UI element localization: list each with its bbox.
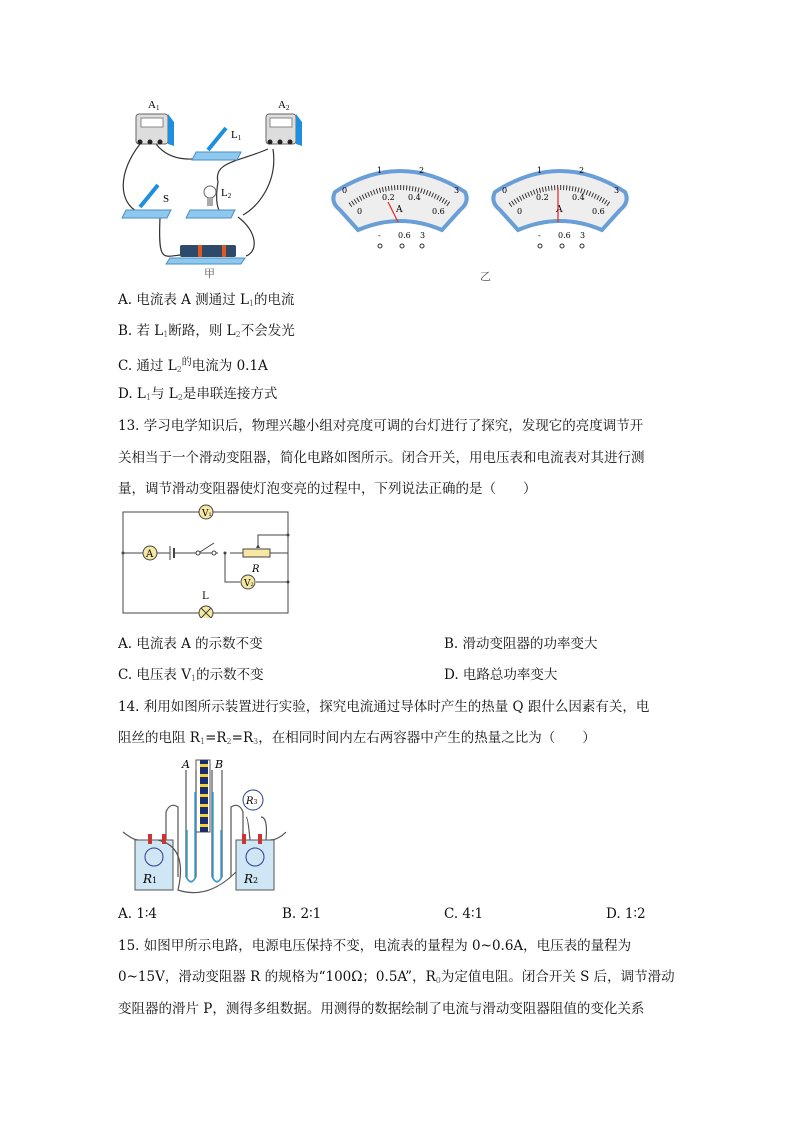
q12-option-b: B. 若 $L_1$断路，则 $L_2$不会发光 (118, 323, 295, 339)
svg-text:R1: R1 (143, 872, 158, 886)
meter-figure-yi (330, 150, 640, 285)
q14-option-a: A. 1∶4 (118, 906, 158, 922)
circuit-figure-jia (118, 92, 318, 282)
q13-text-line: 13. 学习电学知识后，物理兴趣小组对亮度可调的台灯进行了探究，发现它的亮度调节开 (118, 418, 644, 434)
voltmeter-v1 (199, 505, 213, 519)
q12-option-d: D. $L_1$与 $L_2$是串联连接方式 (118, 386, 278, 402)
lamp-l (199, 606, 213, 618)
q14-option-c: C. 4∶1 (444, 906, 484, 922)
q15-text-line: 变阻器的滑片 P，测得多组数据。用测得的数据绘制了电流与滑动变阻器阻值的变化关系 (118, 1001, 645, 1017)
label-a2: A2 (278, 99, 290, 112)
ammeter-a1 (136, 114, 174, 146)
scale-ruler (200, 760, 208, 832)
svg-text:1: 1 (377, 166, 383, 175)
svg-text:3: 3 (580, 231, 586, 240)
caption-jia: 甲 (204, 267, 215, 280)
svg-text:R2: R2 (244, 872, 259, 886)
svg-text:2: 2 (419, 166, 425, 175)
svg-text:0.6: 0.6 (398, 231, 411, 240)
q13-option-c: C. 电压表 $V_1$的示数不变 (118, 667, 264, 683)
q13-option-b: B. 滑动变阻器的功率变大 (444, 636, 598, 652)
svg-text:0: 0 (357, 207, 363, 216)
q12-option-c: C. 通过 $L_2^的$电流为 0.1A (118, 357, 268, 374)
caption-yi: 乙 (480, 270, 491, 283)
svg-text:0: 0 (342, 186, 348, 195)
q14-text-line: 阻丝的电阻 $R_1=R_2=R_3$，在相同时间内左右两容器中产生的热量之比为（ ） (118, 730, 596, 746)
ammeter-a (143, 546, 157, 560)
label-s: S (163, 193, 170, 205)
svg-text:0: 0 (517, 207, 523, 216)
svg-text:1: 1 (537, 166, 543, 175)
label-a1: A1 (148, 99, 160, 112)
svg-text:A: A (396, 205, 403, 215)
q14-apparatus (118, 752, 308, 897)
svg-text:R: R (252, 564, 260, 575)
svg-text:A: A (146, 549, 154, 560)
svg-text:3: 3 (420, 231, 426, 240)
ammeter-a2 (266, 114, 302, 146)
svg-text:0.6: 0.6 (592, 207, 605, 216)
svg-text:0.2: 0.2 (382, 193, 395, 202)
svg-text:0.6: 0.6 (432, 207, 445, 216)
q14-option-b: B. 2∶1 (282, 906, 322, 922)
ammeter-face-left (333, 166, 466, 248)
svg-text:A: A (182, 758, 190, 771)
label-l1: L1 (231, 129, 242, 142)
q13-text-line: 量，调节滑动变阻器使灯泡变亮的过程中，下列说法正确的是（ ） (118, 481, 537, 497)
svg-text:L: L (202, 591, 209, 602)
svg-text:0.2: 0.2 (536, 193, 549, 202)
voltmeter-v2 (241, 575, 255, 589)
resistor-r3 (243, 790, 263, 810)
svg-text:A: A (556, 205, 563, 215)
q13-option-a: A. 电流表 A 的示数不变 (118, 636, 263, 652)
svg-text:0: 0 (502, 186, 508, 195)
svg-text:B: B (215, 758, 224, 771)
q15-text-line: 0~15V，滑动变阻器 R 的规格为“100Ω；0.5A”，$R_0$为定值电阻。闭合开关 S 后，调节滑动 (118, 969, 675, 985)
battery (166, 245, 245, 264)
svg-text:0.4: 0.4 (572, 193, 585, 202)
svg-text:3: 3 (454, 186, 460, 195)
q13-option-d: D. 电路总功率变大 (444, 667, 558, 683)
q13-text-line: 关相当于一个滑动变阻器，简化电路如图所示。闭合开关，用电压表和电流表对其进行测 (118, 450, 645, 466)
svg-text:3: 3 (614, 186, 620, 195)
svg-text:-: - (538, 231, 541, 240)
svg-text:0.4: 0.4 (408, 193, 421, 202)
q14-text-line: 14. 利用如图所示装置进行实验，探究电流通过导体时产生的热量 Q 跟什么因素有关，电 (118, 699, 650, 715)
svg-text:R3: R3 (246, 796, 258, 807)
q15-text-line: 15. 如图甲所示电路，电源电压保持不变，电流表的量程为 0~0.6A，电压表的量程为 (118, 938, 632, 954)
label-l2: L2 (221, 187, 232, 200)
rheostat-r (243, 549, 270, 557)
q12-option-a: A. 电流表 A 测通过 $L_1$的电流 (118, 292, 295, 308)
svg-text:2: 2 (579, 166, 585, 175)
q13-circuit-diagram (118, 500, 298, 618)
svg-text:0.6: 0.6 (558, 231, 571, 240)
svg-text:V2: V2 (244, 579, 254, 589)
ammeter-face-right (493, 166, 626, 248)
svg-text:V1: V1 (202, 509, 212, 519)
svg-text:-: - (378, 231, 381, 240)
q14-option-d: D. 1∶2 (606, 906, 646, 922)
